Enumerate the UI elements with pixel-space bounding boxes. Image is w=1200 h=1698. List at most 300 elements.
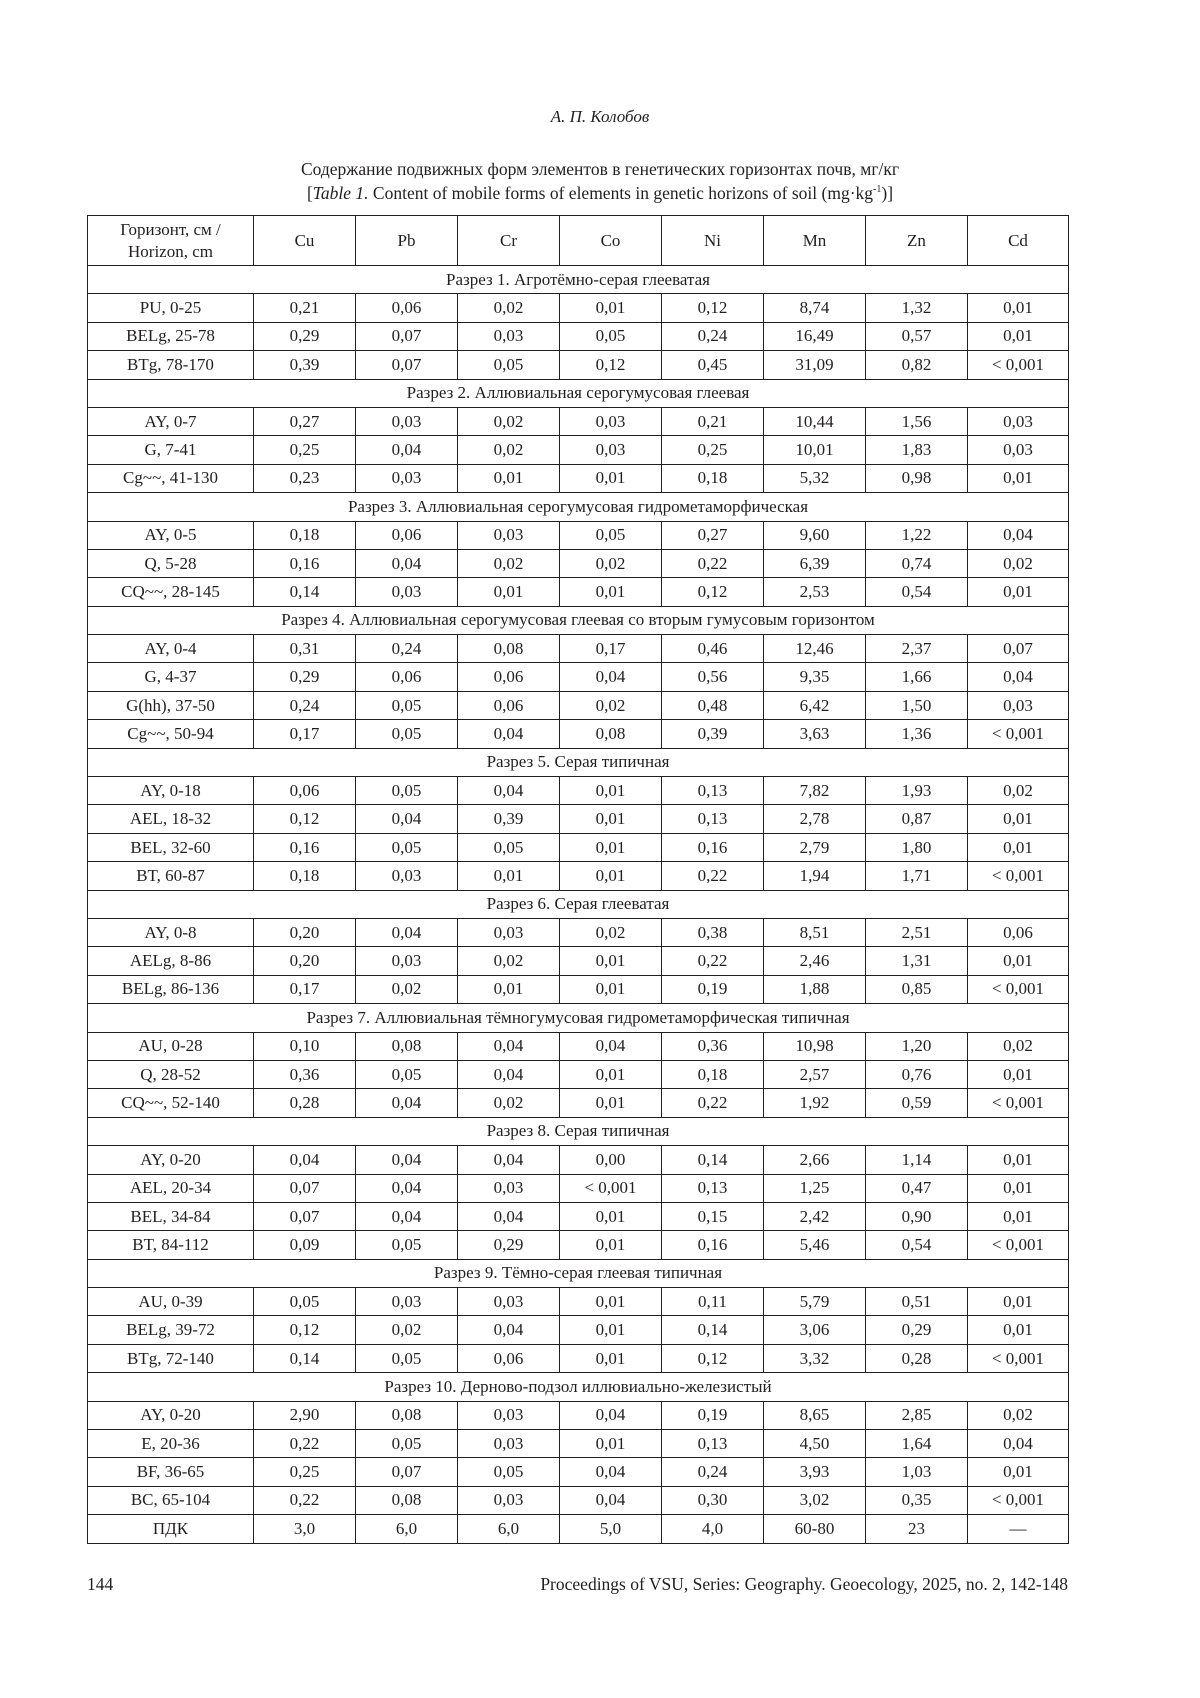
table-caption-en: [0, 183, 1200, 204]
value-cell: 0,07: [968, 635, 1069, 663]
horizon-cell: AY, 0-7: [88, 407, 254, 435]
value-cell: 0,01: [560, 975, 662, 1003]
value-cell: 10,98: [764, 1032, 866, 1060]
table-row: [88, 1060, 1069, 1088]
horizon-cell: BELg, 86-136: [88, 975, 254, 1003]
table-row: [88, 1146, 1069, 1174]
value-cell: 0,03: [458, 1486, 560, 1514]
value-cell: 0,05: [560, 322, 662, 350]
table-row: [88, 805, 1069, 833]
value-cell: 0,06: [458, 1344, 560, 1372]
column-header-element: Co: [560, 216, 662, 266]
value-cell: 0,05: [356, 1231, 458, 1259]
mpc-value-cell: 3,0: [254, 1515, 356, 1543]
value-cell: 0,01: [560, 1231, 662, 1259]
horizon-cell: Q, 5-28: [88, 549, 254, 577]
value-cell: < 0,001: [968, 351, 1069, 379]
value-cell: 0,01: [968, 1202, 1069, 1230]
value-cell: 0,39: [458, 805, 560, 833]
table-row: [88, 436, 1069, 464]
value-cell: 0,12: [662, 1344, 764, 1372]
table-row: [88, 720, 1069, 748]
value-cell: 0,04: [356, 549, 458, 577]
value-cell: 7,82: [764, 777, 866, 805]
value-cell: 0,01: [968, 1288, 1069, 1316]
value-cell: 3,02: [764, 1486, 866, 1514]
value-cell: 0,05: [356, 1430, 458, 1458]
table-header-row: [88, 216, 1069, 266]
horizon-cell: BT, 60-87: [88, 862, 254, 890]
value-cell: 0,05: [458, 351, 560, 379]
column-header-element: Zn: [866, 216, 968, 266]
value-cell: 0,12: [662, 294, 764, 322]
value-cell: 0,07: [254, 1202, 356, 1230]
table-row: [88, 918, 1069, 946]
column-header-element: Mn: [764, 216, 866, 266]
table-row: [88, 1032, 1069, 1060]
value-cell: 0,04: [560, 1401, 662, 1429]
value-cell: 0,22: [254, 1486, 356, 1514]
table-row: [88, 322, 1069, 350]
table-row: [88, 549, 1069, 577]
value-cell: 0,03: [356, 947, 458, 975]
value-cell: 3,93: [764, 1458, 866, 1486]
table-row: [88, 1174, 1069, 1202]
value-cell: 0,01: [968, 1174, 1069, 1202]
value-cell: 3,63: [764, 720, 866, 748]
value-cell: 0,02: [560, 691, 662, 719]
value-cell: 0,04: [458, 777, 560, 805]
value-cell: 2,42: [764, 1202, 866, 1230]
value-cell: 0,25: [662, 436, 764, 464]
value-cell: 0,01: [968, 464, 1069, 492]
value-cell: 0,01: [458, 578, 560, 606]
value-cell: 5,46: [764, 1231, 866, 1259]
value-cell: 8,65: [764, 1401, 866, 1429]
value-cell: 0,01: [968, 805, 1069, 833]
value-cell: 0,16: [662, 1231, 764, 1259]
caption-close-bracket: )]: [881, 183, 894, 203]
mpc-value-cell: 6,0: [356, 1515, 458, 1543]
page-number: 144: [87, 1574, 114, 1594]
table-row: [88, 1202, 1069, 1230]
value-cell: 0,29: [458, 1231, 560, 1259]
value-cell: 0,04: [458, 720, 560, 748]
value-cell: 1,71: [866, 862, 968, 890]
table-row: [88, 691, 1069, 719]
value-cell: 0,29: [254, 322, 356, 350]
value-cell: 1,66: [866, 663, 968, 691]
mpc-value-cell: 23: [866, 1515, 968, 1543]
value-cell: 0,01: [458, 975, 560, 1003]
value-cell: 0,85: [866, 975, 968, 1003]
value-cell: 0,00: [560, 1146, 662, 1174]
value-cell: 0,03: [356, 1288, 458, 1316]
value-cell: 0,12: [254, 1316, 356, 1344]
value-cell: 0,16: [254, 833, 356, 861]
value-cell: 0,56: [662, 663, 764, 691]
value-cell: 0,74: [866, 549, 968, 577]
horizon-cell: BELg, 25-78: [88, 322, 254, 350]
table-row: [88, 407, 1069, 435]
value-cell: 0,13: [662, 1174, 764, 1202]
value-cell: 0,22: [662, 947, 764, 975]
value-cell: 0,08: [560, 720, 662, 748]
value-cell: 0,59: [866, 1089, 968, 1117]
table-row: [88, 1089, 1069, 1117]
value-cell: 8,51: [764, 918, 866, 946]
value-cell: 0,03: [968, 691, 1069, 719]
horizon-cell: BT, 84-112: [88, 1231, 254, 1259]
value-cell: 0,03: [458, 1401, 560, 1429]
horizon-label-ru: Горизонт, см /: [120, 219, 221, 239]
value-cell: 0,03: [560, 407, 662, 435]
value-cell: 0,03: [458, 918, 560, 946]
value-cell: 0,03: [356, 464, 458, 492]
mpc-value-cell: 5,0: [560, 1515, 662, 1543]
value-cell: 0,27: [254, 407, 356, 435]
table-row: [88, 1316, 1069, 1344]
value-cell: 1,25: [764, 1174, 866, 1202]
value-cell: 0,17: [560, 635, 662, 663]
value-cell: 0,14: [662, 1316, 764, 1344]
horizon-cell: BEL, 34-84: [88, 1202, 254, 1230]
value-cell: 0,01: [560, 1316, 662, 1344]
value-cell: 2,85: [866, 1401, 968, 1429]
value-cell: 0,14: [254, 1344, 356, 1372]
value-cell: 0,17: [254, 975, 356, 1003]
value-cell: 0,06: [254, 777, 356, 805]
horizon-cell: AEL, 18-32: [88, 805, 254, 833]
element-content-table: [87, 215, 1069, 1544]
table-row: [88, 975, 1069, 1003]
horizon-cell: AY, 0-20: [88, 1401, 254, 1429]
section-title-row: [88, 748, 1069, 776]
value-cell: 0,03: [458, 322, 560, 350]
value-cell: 0,02: [968, 1032, 1069, 1060]
horizon-cell: BELg, 39-72: [88, 1316, 254, 1344]
value-cell: 0,04: [968, 663, 1069, 691]
value-cell: 0,07: [356, 1458, 458, 1486]
value-cell: 0,01: [560, 1089, 662, 1117]
table-row: [88, 947, 1069, 975]
value-cell: 0,54: [866, 1231, 968, 1259]
value-cell: 0,02: [458, 549, 560, 577]
value-cell: 0,47: [866, 1174, 968, 1202]
table-row: [88, 663, 1069, 691]
value-cell: 0,03: [560, 436, 662, 464]
value-cell: 0,04: [254, 1146, 356, 1174]
mpc-value-cell: 60-80: [764, 1515, 866, 1543]
horizon-cell: AU, 0-28: [88, 1032, 254, 1060]
value-cell: 1,32: [866, 294, 968, 322]
table-caption-ru: Содержание подвижных форм элементов в генетических горизонтах почв, мг/кг: [300, 159, 900, 179]
journal-citation: Proceedings of VSU, Series: Geography. Geoecology, 2025, no. 2, 142-148: [540, 1574, 1068, 1594]
value-cell: 0,20: [254, 947, 356, 975]
value-cell: 0,05: [560, 521, 662, 549]
value-cell: 0,02: [458, 294, 560, 322]
section-title: Разрез 10. Дерново-подзол иллювиально-железистый: [88, 1373, 1069, 1401]
mpc-value-cell: 6,0: [458, 1515, 560, 1543]
table-row: [88, 1486, 1069, 1514]
value-cell: 0,10: [254, 1032, 356, 1060]
value-cell: 0,01: [968, 1458, 1069, 1486]
value-cell: 0,76: [866, 1060, 968, 1088]
value-cell: 0,22: [662, 549, 764, 577]
value-cell: 0,03: [356, 407, 458, 435]
value-cell: 0,16: [662, 833, 764, 861]
table-row: [88, 1231, 1069, 1259]
horizon-cell: AEL, 20-34: [88, 1174, 254, 1202]
value-cell: 0,15: [662, 1202, 764, 1230]
horizon-cell: CQ~~, 52-140: [88, 1089, 254, 1117]
value-cell: 3,06: [764, 1316, 866, 1344]
value-cell: 0,04: [458, 1032, 560, 1060]
value-cell: 0,01: [560, 294, 662, 322]
value-cell: 0,12: [560, 351, 662, 379]
mpc-value-cell: 4,0: [662, 1515, 764, 1543]
value-cell: 6,39: [764, 549, 866, 577]
section-title-row: [88, 1259, 1069, 1287]
value-cell: 0,01: [560, 1060, 662, 1088]
value-cell: 0,02: [356, 975, 458, 1003]
value-cell: 0,21: [662, 407, 764, 435]
value-cell: 0,30: [662, 1486, 764, 1514]
horizon-cell: BEL, 32-60: [88, 833, 254, 861]
value-cell: 5,32: [764, 464, 866, 492]
table-row: [88, 635, 1069, 663]
value-cell: 0,03: [356, 862, 458, 890]
value-cell: 0,28: [866, 1344, 968, 1372]
value-cell: 2,51: [866, 918, 968, 946]
value-cell: 0,06: [968, 918, 1069, 946]
value-cell: 0,39: [254, 351, 356, 379]
value-cell: < 0,001: [968, 1486, 1069, 1514]
value-cell: < 0,001: [968, 862, 1069, 890]
value-cell: 0,06: [356, 294, 458, 322]
horizon-cell: BTg, 78-170: [88, 351, 254, 379]
value-cell: 0,01: [968, 578, 1069, 606]
value-cell: 0,01: [560, 464, 662, 492]
value-cell: 0,22: [254, 1430, 356, 1458]
value-cell: < 0,001: [968, 1089, 1069, 1117]
value-cell: 0,03: [458, 1174, 560, 1202]
value-cell: < 0,001: [560, 1174, 662, 1202]
horizon-cell: G, 4-37: [88, 663, 254, 691]
caption-table-label: Table 1.: [312, 183, 369, 203]
value-cell: 0,05: [254, 1288, 356, 1316]
value-cell: 0,05: [356, 1344, 458, 1372]
value-cell: 0,27: [662, 521, 764, 549]
value-cell: 0,04: [560, 1486, 662, 1514]
caption-open-bracket: [: [306, 183, 313, 203]
value-cell: 0,45: [662, 351, 764, 379]
value-cell: 1,94: [764, 862, 866, 890]
value-cell: 1,88: [764, 975, 866, 1003]
value-cell: 0,24: [254, 691, 356, 719]
value-cell: 2,66: [764, 1146, 866, 1174]
table-row: [88, 777, 1069, 805]
value-cell: 0,54: [866, 578, 968, 606]
value-cell: 0,01: [560, 1202, 662, 1230]
value-cell: 0,01: [560, 862, 662, 890]
value-cell: 0,01: [968, 833, 1069, 861]
value-cell: 0,03: [458, 1288, 560, 1316]
table-row: [88, 1430, 1069, 1458]
column-header-element: Ni: [662, 216, 764, 266]
value-cell: 0,98: [866, 464, 968, 492]
value-cell: 0,09: [254, 1231, 356, 1259]
value-cell: 0,12: [254, 805, 356, 833]
value-cell: 31,09: [764, 351, 866, 379]
table-row: [88, 1344, 1069, 1372]
value-cell: 0,04: [458, 1202, 560, 1230]
value-cell: 0,24: [662, 1458, 764, 1486]
value-cell: 0,05: [356, 1060, 458, 1088]
value-cell: 0,01: [560, 1430, 662, 1458]
table-row: [88, 1458, 1069, 1486]
section-title-row: [88, 1117, 1069, 1145]
value-cell: 10,01: [764, 436, 866, 464]
value-cell: 0,03: [356, 578, 458, 606]
value-cell: 0,03: [968, 407, 1069, 435]
value-cell: 9,60: [764, 521, 866, 549]
table-row: [88, 862, 1069, 890]
value-cell: 0,21: [254, 294, 356, 322]
value-cell: 0,02: [356, 1316, 458, 1344]
value-cell: 0,01: [968, 947, 1069, 975]
table-row: [88, 578, 1069, 606]
value-cell: 0,08: [356, 1486, 458, 1514]
horizon-cell: Cg~~, 50-94: [88, 720, 254, 748]
value-cell: 0,16: [254, 549, 356, 577]
horizon-cell: BTg, 72-140: [88, 1344, 254, 1372]
value-cell: 0,04: [356, 436, 458, 464]
value-cell: 0,90: [866, 1202, 968, 1230]
value-cell: 0,20: [254, 918, 356, 946]
value-cell: 0,22: [662, 862, 764, 890]
value-cell: 1,31: [866, 947, 968, 975]
value-cell: 0,01: [968, 322, 1069, 350]
value-cell: 0,29: [866, 1316, 968, 1344]
horizon-cell: BF, 36-65: [88, 1458, 254, 1486]
value-cell: 0,19: [662, 1401, 764, 1429]
value-cell: 0,01: [560, 777, 662, 805]
section-title-row: [88, 266, 1069, 294]
value-cell: 0,02: [458, 407, 560, 435]
value-cell: 3,32: [764, 1344, 866, 1372]
value-cell: 1,14: [866, 1146, 968, 1174]
value-cell: 0,07: [356, 351, 458, 379]
section-title-row: [88, 1004, 1069, 1032]
value-cell: 0,07: [356, 322, 458, 350]
value-cell: 0,01: [968, 294, 1069, 322]
value-cell: 0,18: [254, 862, 356, 890]
value-cell: 0,01: [560, 805, 662, 833]
value-cell: 0,02: [560, 549, 662, 577]
section-title: Разрез 7. Аллювиальная тёмногумусовая гидрометаморфическая типичная: [88, 1004, 1069, 1032]
value-cell: < 0,001: [968, 1344, 1069, 1372]
value-cell: 0,06: [458, 663, 560, 691]
value-cell: 0,04: [356, 918, 458, 946]
value-cell: 0,05: [356, 720, 458, 748]
value-cell: 0,04: [968, 521, 1069, 549]
value-cell: 0,48: [662, 691, 764, 719]
caption-superscript: -1: [873, 184, 882, 196]
section-title: Разрез 4. Аллювиальная серогумусовая глеевая со вторым гумусовым горизонтом: [88, 606, 1069, 634]
section-title: Разрез 3. Аллювиальная серогумусовая гидрометаморфическая: [88, 493, 1069, 521]
section-title: Разрез 8. Серая типичная: [88, 1117, 1069, 1145]
horizon-cell: AY, 0-5: [88, 521, 254, 549]
value-cell: 0,05: [356, 777, 458, 805]
value-cell: 5,79: [764, 1288, 866, 1316]
value-cell: 0,02: [560, 918, 662, 946]
section-title-row: [88, 493, 1069, 521]
value-cell: 0,38: [662, 918, 764, 946]
value-cell: 0,05: [356, 833, 458, 861]
horizon-label-en: Horizon, cm: [128, 241, 213, 261]
section-title-row: [88, 379, 1069, 407]
mpc-value-cell: —: [968, 1515, 1069, 1543]
value-cell: 0,04: [356, 805, 458, 833]
caption-text-en: Content of mobile forms of elements in genetic horizons of soil (mg·kg: [368, 183, 874, 203]
value-cell: 0,23: [254, 464, 356, 492]
value-cell: 0,03: [968, 436, 1069, 464]
value-cell: 0,02: [968, 777, 1069, 805]
value-cell: 0,04: [356, 1089, 458, 1117]
value-cell: 1,93: [866, 777, 968, 805]
value-cell: 0,01: [560, 1344, 662, 1372]
section-title: Разрез 2. Аллювиальная серогумусовая глеевая: [88, 379, 1069, 407]
value-cell: 0,12: [662, 578, 764, 606]
value-cell: 0,22: [662, 1089, 764, 1117]
value-cell: 0,04: [458, 1146, 560, 1174]
value-cell: 0,01: [968, 1316, 1069, 1344]
column-header-element: Cd: [968, 216, 1069, 266]
section-title: Разрез 1. Агротёмно-серая глееватая: [88, 266, 1069, 294]
value-cell: 4,50: [764, 1430, 866, 1458]
horizon-cell: CQ~~, 28-145: [88, 578, 254, 606]
value-cell: 0,36: [254, 1060, 356, 1088]
value-cell: 0,08: [356, 1401, 458, 1429]
horizon-cell: AY, 0-8: [88, 918, 254, 946]
table-row: [88, 1401, 1069, 1429]
value-cell: 12,46: [764, 635, 866, 663]
section-title-row: [88, 890, 1069, 918]
value-cell: 0,18: [662, 1060, 764, 1088]
value-cell: 0,08: [356, 1032, 458, 1060]
value-cell: 0,35: [866, 1486, 968, 1514]
value-cell: < 0,001: [968, 720, 1069, 748]
horizon-cell: AY, 0-20: [88, 1146, 254, 1174]
value-cell: 16,49: [764, 322, 866, 350]
table-row: [88, 1288, 1069, 1316]
value-cell: 1,03: [866, 1458, 968, 1486]
value-cell: 0,14: [662, 1146, 764, 1174]
value-cell: 2,37: [866, 635, 968, 663]
horizon-cell: AY, 0-4: [88, 635, 254, 663]
value-cell: 0,01: [560, 833, 662, 861]
value-cell: 2,46: [764, 947, 866, 975]
value-cell: 0,01: [560, 947, 662, 975]
value-cell: < 0,001: [968, 975, 1069, 1003]
value-cell: 0,18: [662, 464, 764, 492]
horizon-cell: AU, 0-39: [88, 1288, 254, 1316]
horizon-cell: Cg~~, 41-130: [88, 464, 254, 492]
value-cell: 0,19: [662, 975, 764, 1003]
value-cell: 1,36: [866, 720, 968, 748]
value-cell: 0,04: [458, 1316, 560, 1344]
